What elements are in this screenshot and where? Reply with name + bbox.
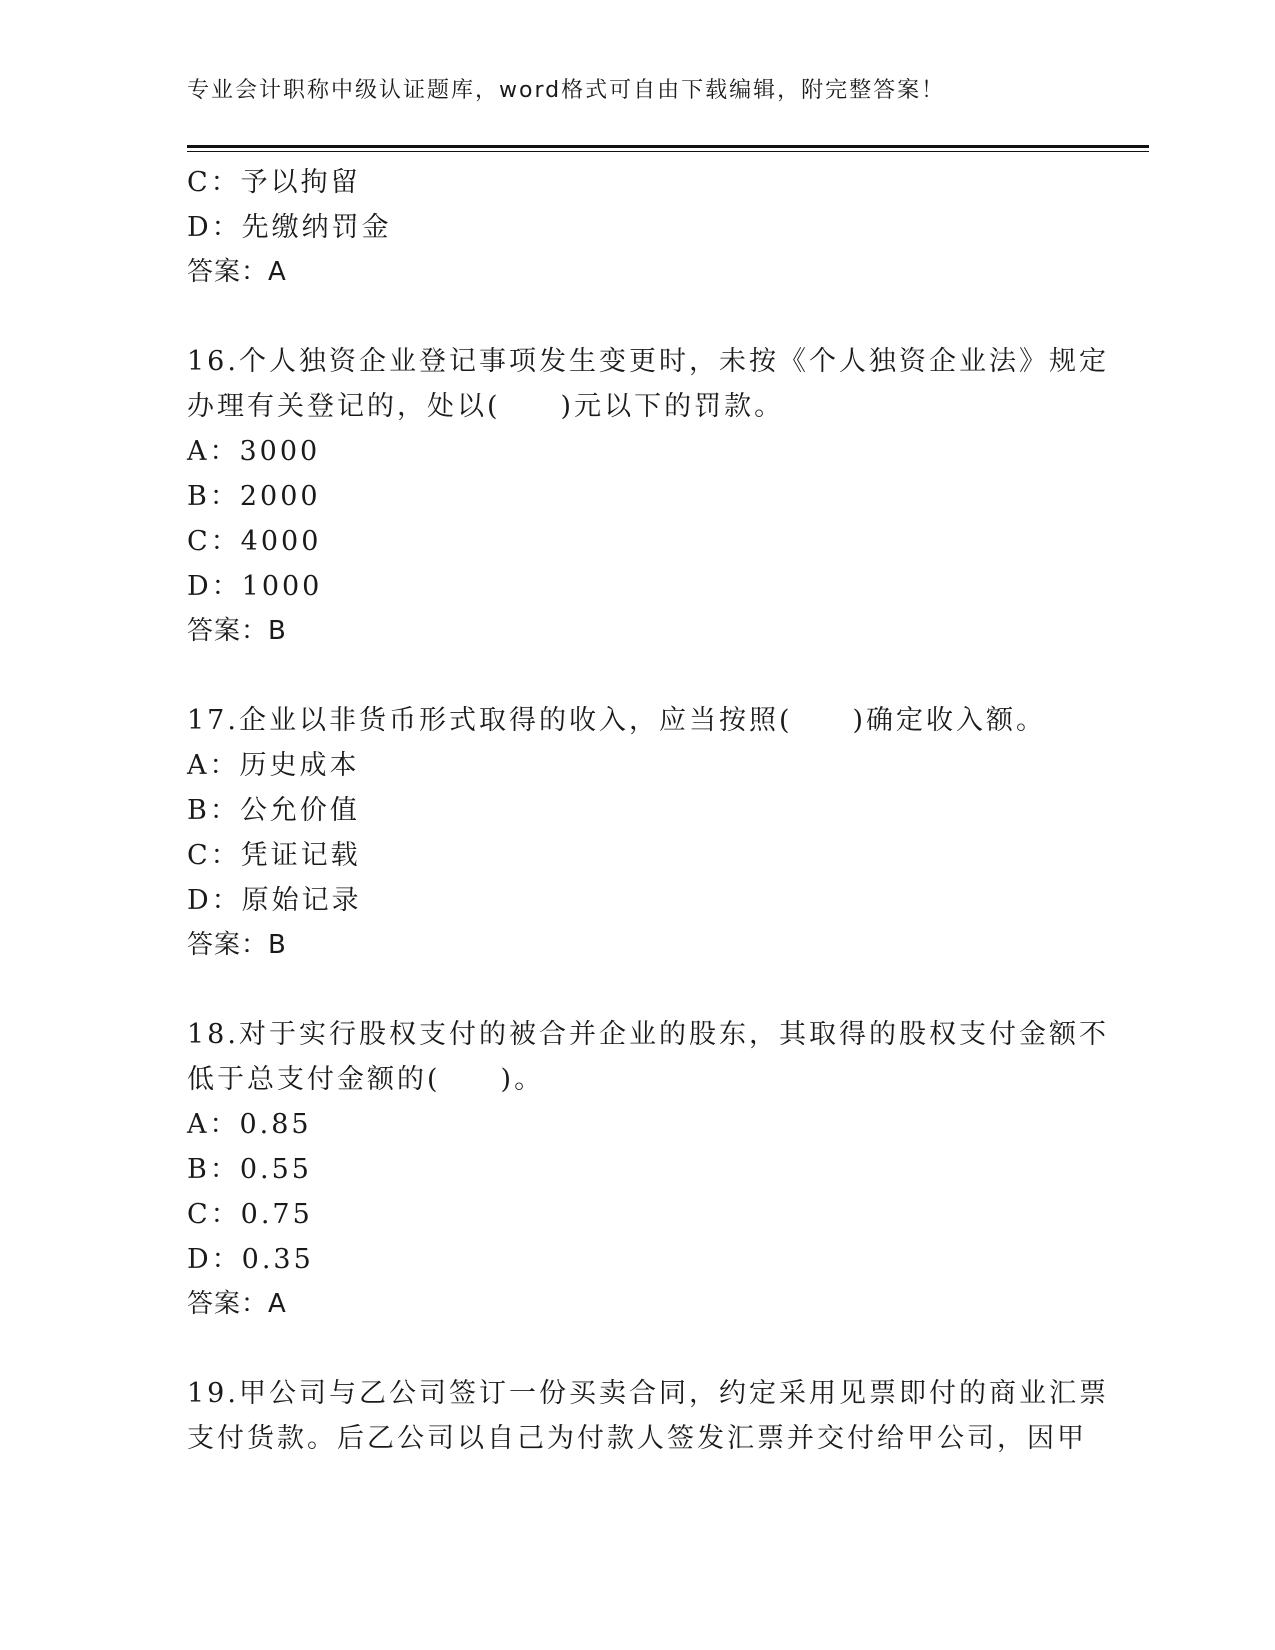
answer-line: 答案：B	[187, 930, 287, 960]
question-stem: 16.个人独资企业登记事项发生变更时，未按《个人独资企业法》规定	[187, 346, 1109, 377]
answer-line: 答案：A	[187, 257, 287, 287]
question-content	[187, 160, 1109, 1461]
option-c: C：凭证记载	[187, 840, 361, 871]
previous-question-block	[187, 160, 1087, 295]
option-a: A：历史成本	[187, 750, 360, 781]
answer-line: 答案：B	[187, 616, 287, 646]
question-stem: 18.对于实行股权支付的被合并企业的股东，其取得的股权支付金额不	[187, 1019, 1109, 1050]
option-b: B：2000	[187, 481, 321, 512]
question-stem: 17.企业以非货币形式取得的收入，应当按照( )确定收入额。	[187, 705, 1047, 736]
option-d: D：1000	[187, 571, 323, 602]
answer-line: 答案：A	[187, 1289, 287, 1319]
question-stem: 支付货款。后乙公司以自己为付款人签发汇票并交付给甲公司，因甲	[187, 1423, 1087, 1454]
option-c: C：予以拘留	[187, 167, 361, 198]
option-b: B：0.55	[187, 1154, 312, 1185]
option-a: A：3000	[187, 436, 321, 467]
page-header-title: 专业会计职称中级认证题库，word格式可自由下载编辑，附完整答案！	[187, 78, 946, 103]
header-rule-thick	[187, 145, 1149, 148]
option-c: C：4000	[187, 526, 322, 557]
question-stem: 低于总支付金额的( )。	[187, 1064, 545, 1095]
header-rule-thin	[187, 151, 1149, 152]
question-18	[187, 1012, 1109, 1327]
option-a: A：0.85	[187, 1109, 312, 1140]
question-19	[187, 1371, 1109, 1461]
option-d: D：先缴纳罚金	[187, 212, 392, 243]
question-stem: 19.甲公司与乙公司签订一份买卖合同，约定采用见票即付的商业汇票	[187, 1378, 1109, 1409]
option-c: C：0.75	[187, 1199, 313, 1230]
option-b: B：公允价值	[187, 795, 360, 826]
question-17	[187, 698, 1087, 968]
option-d: D：0.35	[187, 1244, 314, 1275]
option-d: D：原始记录	[187, 885, 362, 916]
question-stem: 办理有关登记的，处以( )元以下的罚款。	[187, 391, 785, 422]
question-16	[187, 339, 1109, 654]
